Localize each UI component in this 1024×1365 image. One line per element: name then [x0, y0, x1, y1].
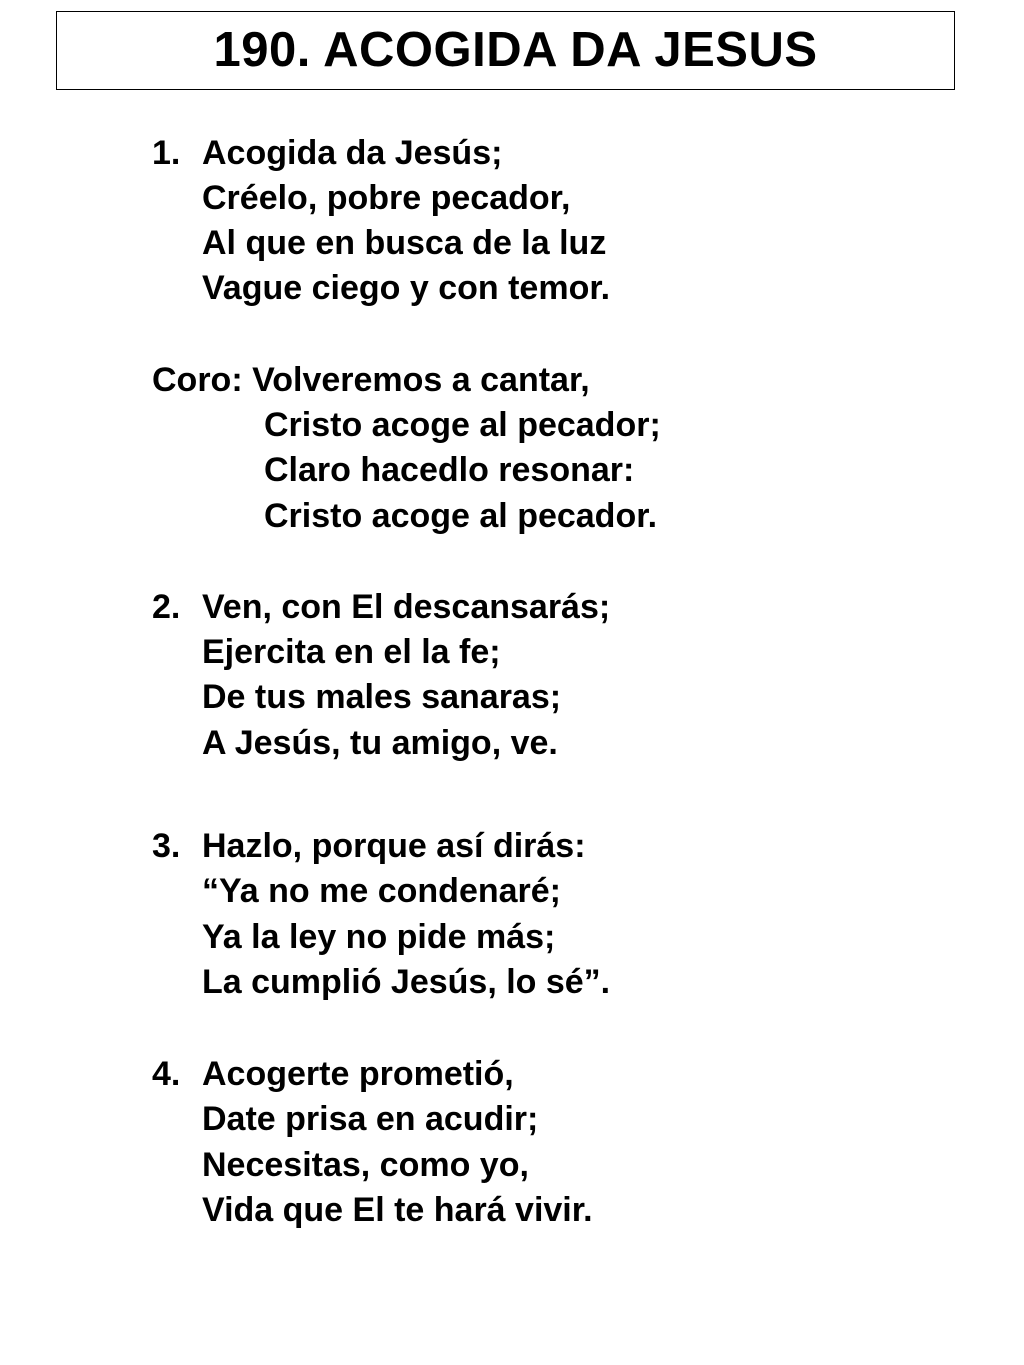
chorus-line: Cristo acoge al pecador.: [264, 497, 658, 535]
verse-line: Necesitas, como yo,: [202, 1146, 529, 1184]
verse-line: Vague ciego y con temor.: [202, 269, 611, 307]
stanza-number: 3.: [152, 827, 181, 865]
verse-line: Ya la ley no pide más;: [202, 918, 556, 956]
verse-line: “Ya no me condenaré;: [202, 872, 561, 910]
verse-line: La cumplió Jesús, lo sé”.: [202, 963, 611, 1001]
stanza-number: 1.: [152, 134, 181, 172]
page-title: 190. ACOGIDA DA JESUS: [213, 23, 818, 77]
verse-line: Hazlo, porque así dirás:: [202, 827, 586, 865]
stanza-number: 4.: [152, 1055, 181, 1093]
verse-line: A Jesús, tu amigo, ve.: [202, 724, 558, 762]
verse-line: De tus males sanaras;: [202, 678, 562, 716]
verse-line: Vida que El te hará vivir.: [202, 1191, 593, 1229]
title-box: [56, 11, 955, 90]
chorus-line: Cristo acoge al pecador;: [264, 406, 661, 444]
verse-line: Ven, con El descansarás;: [202, 588, 611, 626]
verse-line: Acogerte prometió,: [202, 1055, 514, 1093]
verse-line: Date prisa en acudir;: [202, 1100, 539, 1138]
stanza-number: 2.: [152, 588, 181, 626]
chorus-label: Coro: Volveremos a cantar,: [152, 361, 590, 399]
verse-line: Acogida da Jesús;: [202, 134, 503, 172]
chorus-line: Claro hacedlo resonar:: [264, 451, 635, 489]
verse-line: Ejercita en el la fe;: [202, 633, 501, 671]
verse-line: Al que en busca de la luz: [202, 224, 607, 262]
verse-line: Créelo, pobre pecador,: [202, 179, 571, 217]
